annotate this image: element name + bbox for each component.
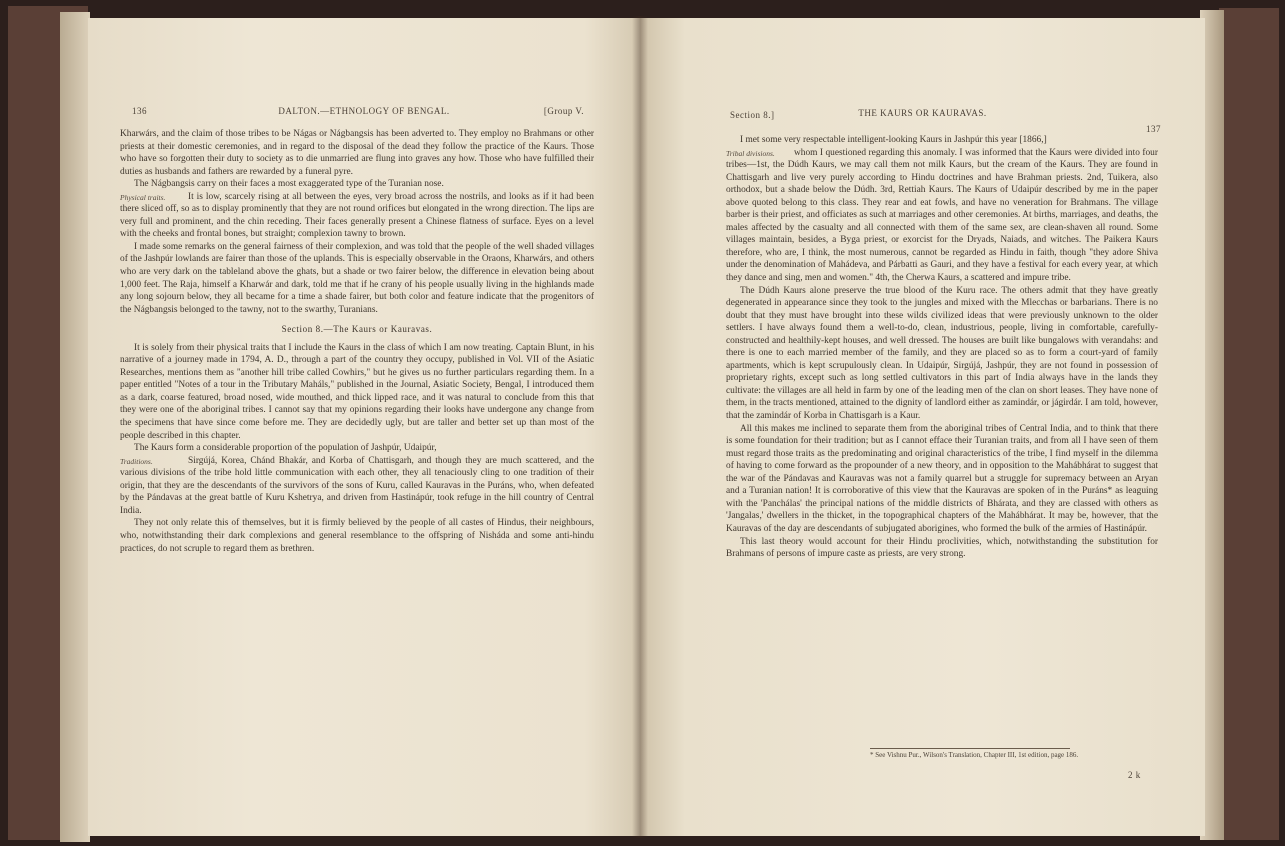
- book-gutter: [632, 16, 648, 838]
- right-para-1b: whom I questioned regarding this anomaly. I was informed that the Kaurs were divided into four tribes—1st, the Dúdh Kaurs, we may call them not milk Kaurs, but the cream of the Kaurs. They are found in Chattisgarh and live very purely according to Hindu doctrines and have Brahman priests. 2nd, Tuikera, also orthodox, but a shade below the Dúdh. 3rd, Rettiah Kaurs. The Kaurs of Udaipúr described by me in the paper above quoted belong to this class. They rear and eat fowls, and have no veneration for Brahmans. The village barber is their priest, and officiates as such at marriages and other ceremonies. At births, marriages, and deaths, the males affected by the casualty and all connected with them of the same sex, are clean-shaven all round. Some villages maintain, besides, a Byga priest, or exorcist for the Dryads, Naiads, and witches. The Paikera Kaurs therefore, who are, I think, the most numerous, cannot be regarded as Hindu in faith, though "they adore Shiva under the denomination of Mahádeva, and Párbatti as Gauri, and they have a festival for each every year, at which they dance and sing, men and women." 4th, the Cherwa Kaurs, a scattered and impure tribe.: [726, 147, 1158, 284]
- footnote: * See Vishnu Pur., Wilson's Translation, Chapter III, 1st edition, page 186.: [870, 751, 1079, 759]
- right-para-1a: I met some very respectable intelligent-looking Kaurs in Jashpúr this year [1866,]: [740, 135, 1047, 145]
- left-body-text: [120, 128, 594, 555]
- right-page-number: 137: [1146, 124, 1161, 134]
- margin-note-tribal: Tribal divisions.: [726, 148, 775, 158]
- left-page: [88, 18, 640, 836]
- signature-mark: 2 k: [1128, 770, 1141, 780]
- cover-right-edge: [1219, 8, 1279, 840]
- right-para-2: The Dúdh Kaurs alone preserve the true blood of the Kuru race. The others admit that they have greatly degenerated in appearance since they took to the jungles and mixed with the Mlecchas or barbarians. There is no doubt that they must have brought into these wilds civilized ideas that were previously unknown to the older settlers. I have always found them a well-to-do, clean, industrious, people, living in comfortable, carefully-constructed and healthily-kept houses, and well dressed. The houses are built like bungalows with verandahs: and there is one to each married member of the family, and they are placed so as to form a court-yard of family apartments, which is kept scrupulously clean. In Udaipúr, Sirgújá, Jashpúr, they are not found in possession of proprietary rights, except such as long settled cultivators in this part of India always have in the lands they cultivate: the villages are all held in farm by one of the leading men of the clan on short leases. They have none of them, in the tracts mentioned, attained to the dignity of landlord either as zamindár, or jágirdár. I am told, however, that the zamindár of Korba in Chattisgarh is a Kaur.: [726, 285, 1158, 422]
- section-heading: Section 8.—The Kaurs or Kauravas.: [281, 324, 433, 335]
- right-para-3: All this makes me inclined to separate them from the aboriginal tribes of Central India, and to think that there is some foundation for their tradition; but as I cannot efface their Turanian traits, and from all I have seen of them must regard those traits as the predominating and original characteristics of the tribe, I find myself in the dilemma of having to come forward as the propounder of a new theory, and in opposition to the Mahábhárat to suggest that the war of the Pándavas and Kauravas was not a family quarrel but a struggle for supremacy between an Aryan and a Turanian nation! It is corroborative of this view that the Kauravas are spoken of in the Puráns* as leaguing with the 'Panchálas' the principal nations of the middle districts of Bhárata, and they are classed with others as 'Jangalas,' dwellers in the thicket, in the topographical chapters of the Mahábhárat. It may be, however, that the Kauravas of the day are descendants of subjugated aborigines, who formed the bulk of the armies of Hastinápúr.: [726, 423, 1158, 534]
- left-para-6: The Kaurs form a considerable proportion of the population of Jashpúr, Udaipúr,: [134, 443, 437, 454]
- footnote-rule: [870, 748, 1070, 749]
- left-para-2: The Nágbangsis carry on their faces a most exaggerated type of the Turanian nose.: [134, 179, 444, 190]
- left-para-8: They not only relate this of themselves, but it is firmly believed by the people of all castes of Hindus, their neighbours, who, notwithstanding their dark complexions and general resemblance to the offspring of Nisháda and some anti-hindu practices, do not scruple to regard them as brethren.: [120, 518, 594, 554]
- left-para-7: Sirgújá, Korea, Chánd Bhakár, and Korba of Chattisgarh, and though they are much scattered, and the various divisions of the tribe hold little communication with each other, they all tenaciously cling to one tradition of their origin, that they are the descendants of the survivors of the sons of Kuru, called Kauravas in the Puráns, who, when defeated by the Pándavas at the great battle of Kuru Kshetrya, and driven from Hastinápúr, took refuge in the hill country of Central India.: [120, 455, 594, 516]
- right-para-4: This last theory would account for their Hindu proclivities, which, notwithstanding the substitution for Brahmans of persons of impure caste as priests, are very strong.: [726, 536, 1158, 560]
- margin-note-traditions: Traditions.: [120, 456, 153, 466]
- right-body-text: [726, 134, 1158, 561]
- right-running-head: THE KAURS OR KAURAVAS.: [858, 108, 987, 118]
- left-para-4: I made some remarks on the general fairness of their complexion, and was told that the people of the well shaded villages of the Jashpúr lowlands are fairer than those of the uplands. This is especially observable in the Oraons, Kharwárs, and others who are very dark on the tableland above the ghats, but a shade or two fairer below, the difference in elevation being about 1,000 feet. The Raja, himself a Kharwár and dark, told me that if he crany of his people usually living in the highlands made any long sojourn below, they all became for a time a shade fairer, but both color and feature indicate that the progenitors of the Nágbangsis belonged to the tawny, not to the swarthy, Turanians.: [120, 241, 594, 315]
- left-para-5: It is solely from their physical traits that I include the Kaurs in the class of which I am now treating. Captain Blunt, in his narrative of a journey made in 1794, A. D., through a part of the country they occupy, published in Vol. VII of the Asiatic Researches, mentions them as "another hill tribe called Cowhirs," but he gives us no further particulars regarding them. In a paper entitled "Notes of a tour in the Tributary Maháls," published in the Journal, Asiatic Society, Bengal, I introduced them as a dark, coarse featured, broad nosed, wide mouthed, and thick lipped race, and it was natural to conclude from this that they were one of the aboriginal tribes. I cannot say that my opinions regarding their looks have undergone any change from the specimens that have since come before me. They are decidedly ugly, but are taller and better set up than most of the people described in this chapter.: [120, 342, 594, 441]
- left-para-3: It is low, scarcely rising at all between the eyes, very broad across the nostrils, and looks as if it had been there sliced off, so as to display prominently that they are not round orifices but elongated in the wrong direction. The lips are very full and prominent, and the chin receding. Their faces generally present a Chinese flatness of surface. Eyes on a level with the cheeks and frontal bones, but straight; complexion tawny to brown.: [120, 191, 594, 240]
- page-stack-left: [60, 12, 90, 842]
- margin-note-physical: Physical traits.: [120, 192, 166, 202]
- left-group-label: [Group V.: [543, 106, 584, 116]
- left-page-number: 136: [132, 106, 147, 116]
- left-running-head: DALTON.—ETHNOLOGY OF BENGAL.: [278, 106, 450, 116]
- right-section-label: Section 8.]: [730, 110, 775, 120]
- left-para-1: Kharwárs, and the claim of those tribes to be Nágas or Nágbangsis has been adverted to. They employ no Brahmans or other priests at their domestic ceremonies, and in regard to the disposal of the dead they follow the practice of the Kaurs. Those who have so forgotten their duty to society as to die unmarried are flung into graves any how. Those who have fulfilled their duties as husbands and fathers are rewarded by a funeral pyre.: [120, 129, 594, 177]
- right-page: [640, 18, 1205, 836]
